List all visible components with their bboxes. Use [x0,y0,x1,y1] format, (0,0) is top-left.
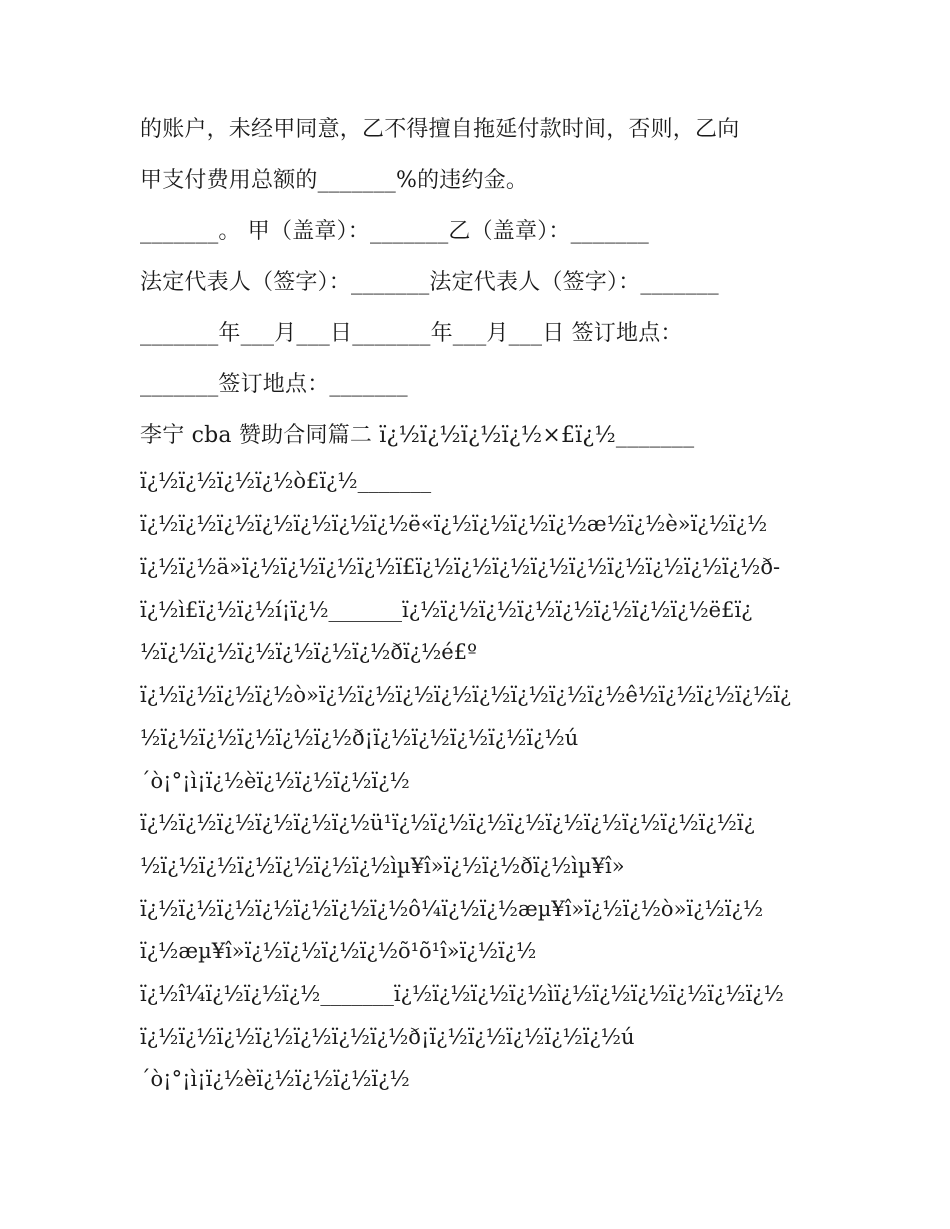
signature-line: _______。 甲（盖章）：_______乙（盖章）：_______ [140,219,649,244]
garbled-text-line: ï¿½î¼ï¿½ï¿½ï¿½_______ï¿½ï¿½ï¿½ï¿½ìï¿½ï¿½ï¿½ï¿½ï¿½ï¿½ [140,982,784,1006]
garbled-text-line: ï¿½ï¿½ï¿½ï¿½ï¿½ï¿½ï¿½ë«ï¿½ï¿½ï¿½ï¿½æ½ï¿½è»ï¿½ï¿½ [140,512,768,536]
text-line: 的账户，未经甲同意，乙不得擅自拖延付款时间，否则，乙向 [140,117,740,142]
garbled-text-line: ï¿½ì£ï¿½ï¿½í¡ï¿½_______ï¿½ï¿½ï¿½ï¿½ï¿½ï¿½ï¿½ï¿½ë£ï¿ [140,598,753,622]
garbled-text-line: ï¿½ï¿½ï¿½ï¿½ï¿½ï¿½ï¿½ð¡ï¿½ï¿½ï¿½ï¿½ï¿½ú [140,1025,635,1049]
date-line: _______年___月___日_______年___月___日 签订地点： [140,321,683,346]
garbled-text-line: ½ï¿½ï¿½ï¿½ï¿½ï¿½ð¡ï¿½ï¿½ï¿½ï¿½ï¿½ú [140,726,579,750]
garbled-text-line: ï¿½æµ¥î»ï¿½ï¿½ï¿½ï¿½õ¹õ¹î»ï¿½ï¿½ [140,939,537,963]
text-line: 甲支付费用总额的_______%的违约金。 [140,168,529,193]
garbled-text-line: ï¿½ï¿½ï¿½ï¿½ò£ï¿½_______ [140,469,432,493]
section-heading: 李宁 cba 赞助合同篇二 ï¿½ï¿½ï¿½ï¿½×£ï¿½_______ [140,423,695,448]
garbled-text-line: ´ò¡°¡ì¡ï¿½èï¿½ï¿½ï¿½ï¿½ [140,769,410,793]
garbled-text-line: ½ï¿½ï¿½ï¿½ï¿½ï¿½ï¿½ðï¿½é£º [140,640,477,664]
garbled-text-line: ï¿½ï¿½ä»ï¿½ï¿½ï¿½ï¿½ï£ï¿½ï¿½ï¿½ï¿½ï¿½ï¿½ï¿½ï¿½ï¿½ð- [140,555,781,579]
garbled-text-line: ï¿½ï¿½ï¿½ï¿½ï¿½ï¿½ï¿½ô¼ï¿½ï¿½æµ¥î»ï¿½ï¿½ò»ï¿½ï¿½ [140,897,764,921]
place-line: _______签订地点：_______ [140,372,408,397]
garbled-text-line: ï¿½ï¿½ï¿½ï¿½ò»ï¿½ï¿½ï¿½ï¿½ï¿½ï¿½ï¿½ï¿½ê½ï¿½ï¿½ï¿½ï¿ [140,683,792,707]
garbled-text-line: ï¿½ï¿½ï¿½ï¿½ï¿½ï¿½ü¹ï¿½ï¿½ï¿½ï¿½ï¿½ï¿½ï¿½ï¿½ï¿½ï¿ [140,811,755,835]
garbled-text-line: ½ï¿½ï¿½ï¿½ï¿½ï¿½ï¿½ìµ¥î»ï¿½ï¿½ðï¿½ìµ¥î» [140,854,625,878]
garbled-text-line: ´ò¡°¡ì¡ï¿½èï¿½ï¿½ï¿½ï¿½ [140,1067,410,1091]
signature-line: 法定代表人（签字）：_______法定代表人（签字）：_______ [140,270,719,295]
